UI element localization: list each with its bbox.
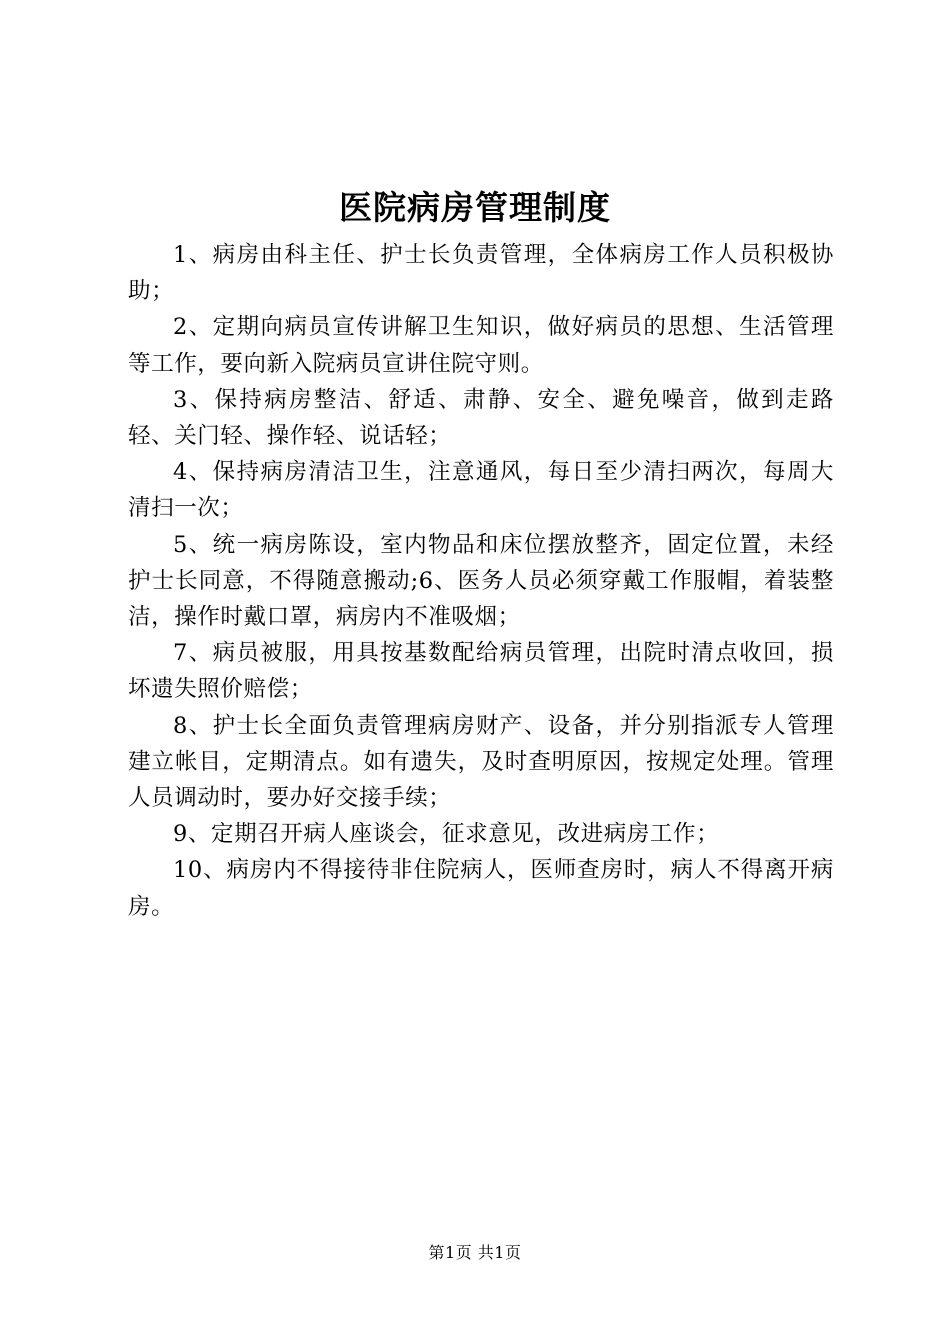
paragraph-7: 7、病员被服，用具按基数配给病员管理，出院时清点收回，损坏遗失照价赔偿； [128, 640, 834, 703]
paragraph-1: 1、病房由科主任、护士长负责管理，全体病房工作人员积极协助； [128, 242, 834, 305]
paragraph-10: 10、病房内不得接待非住院病人，医师查房时，病人不得离开病房。 [128, 857, 834, 920]
paragraph-8: 8、护士长全面负责管理病房财产、设备，并分别指派专人管理建立帐目，定期清点。如有遗失，及时查明原因，按规定处理。管理人员调动时，要办好交接手续； [128, 712, 834, 812]
page-footer: 第1页 共1页 [428, 1243, 522, 1262]
document-body [128, 237, 834, 925]
document-title: 医院病房管理制度 [339, 188, 611, 227]
paragraph-3: 3、保持病房整洁、舒适、肃静、安全、避免噪音，做到走路轻、关门轻、操作轻、说话轻； [128, 386, 834, 450]
paragraph-4: 4、保持病房清洁卫生，注意通风，每日至少清扫两次，每周大清扫一次； [128, 459, 834, 522]
paragraph-2: 2、定期向病员宣传讲解卫生知识，做好病员的思想、生活管理等工作，要向新入院病员宣讲住院守则。 [128, 314, 834, 377]
paragraph-9: 9、定期召开病人座谈会，征求意见，改进病房工作； [173, 821, 720, 848]
paragraph-5: 5、统一病房陈设，室内物品和床位摆放整齐，固定位置，未经护士长同意，不得随意搬动;6、医务人员必须穿戴工作服帽，着装整洁，操作时戴口罩，病房内不准吸烟； [128, 531, 834, 631]
